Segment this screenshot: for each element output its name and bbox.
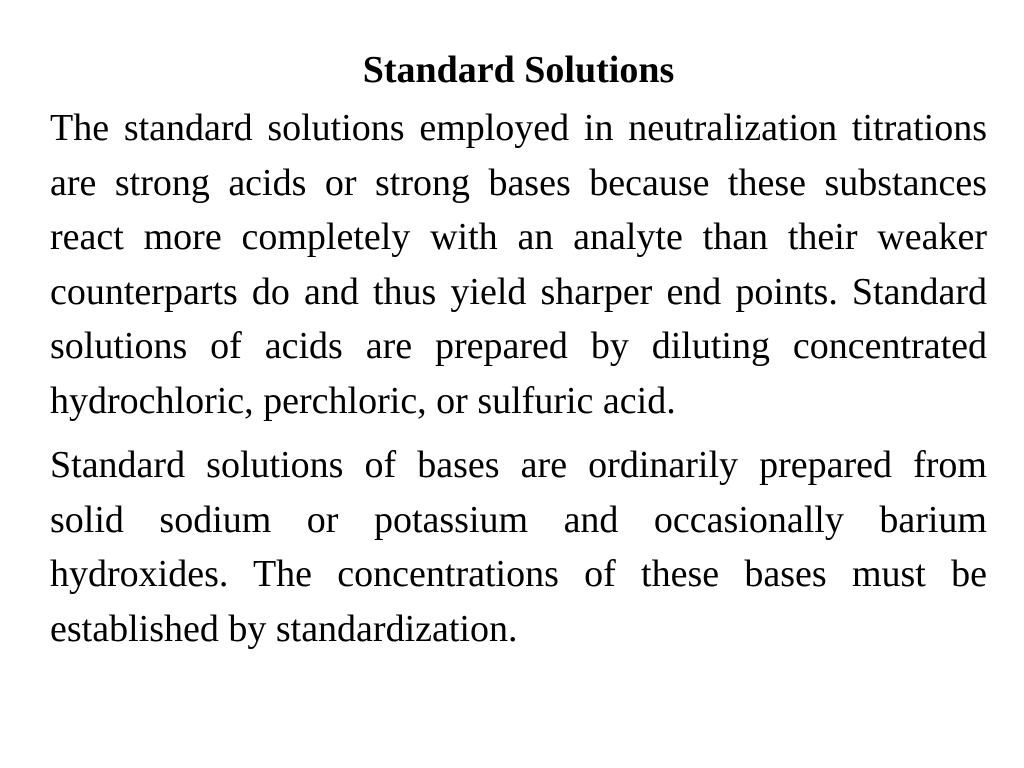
paragraph-acid-solutions: The standard solutions employed in neutralization titrations are strong acids or strong bases because these substances react more completely with an analyte than their weaker counterparts do and thus yield sharper end points. Standard solutions of acids are prepared by diluting concentrated hydrochloric, perchloric, or sulfuric acid. (50, 107, 987, 422)
slide-title: Standard Solutions (362, 49, 675, 91)
paragraph-base-solutions: Standard solutions of bases are ordinarily prepared from solid sodium or potassium and occasionally barium hydroxides. The concentrations of these bases must be established by standardization. (50, 444, 987, 650)
